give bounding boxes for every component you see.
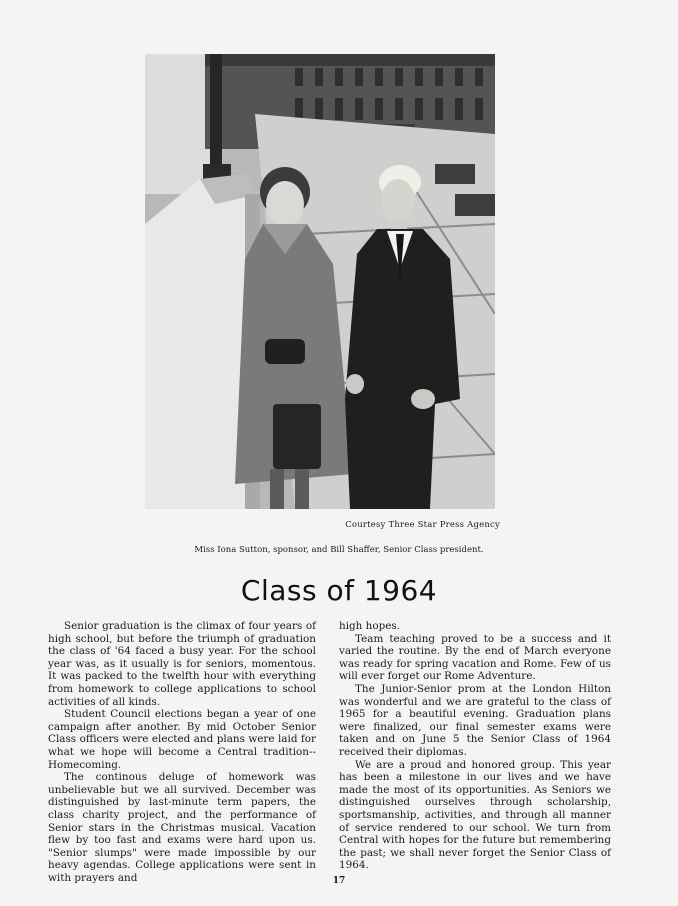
- paragraph: high hopes.: [339, 620, 401, 632]
- paragraph: Student Council elections began a year of one campaign after another. By mid October Senior Class officers were elected and plans were laid for what we hope will become a Central tradition-- Homecoming.: [48, 708, 316, 771]
- left-text-column: [48, 620, 316, 884]
- paragraph: The Junior-Senior prom at the London Hilton was wonderful and we are grateful to the class of 1965 for a beautiful evening. Graduation plans were finalized, our final semester exams were taken and on June 5 the Senior Class of 1964 received their diplomas.: [339, 682, 611, 758]
- page-title: Class of 1964: [240, 574, 438, 607]
- page-number: 17: [332, 876, 346, 886]
- paragraph: We are a proud and honored group. This year has been a milestone in our lives and we have made the most of its opportunities. As Seniors we distinguished ourselves through scholarship, sportsmanship, activities, and through all manner of service rendered to our school. We turn from Central with hopes for the future but remembering the past; we shall never forget the Senior Class of 1964.: [339, 758, 611, 872]
- photo-credit: Courtesy Three Star Press Agency: [345, 520, 500, 530]
- photo-illustration: [145, 54, 495, 509]
- paragraph: The continous deluge of homework was unbelievable but we all survived. December was distinguished by last-minute term papers, the class charity project, and the performance of Senior stars in the Christmas musical. Vacation flew by too fast and exams were hard upon us. "Senior slumps" were made impossible by our heavy agendas. College applications were sent in with prayers and: [48, 771, 316, 884]
- photo-caption: Miss Iona Sutton, sponsor, and Bill Shaffer, Senior Class president.: [194, 545, 484, 555]
- right-text-column: [339, 620, 611, 872]
- paragraph: Team teaching proved to be a success and it varied the routine. By the end of March everyone was ready for spring vacation and Rome. Few of us will ever forget our Rome Adventure.: [339, 632, 611, 683]
- paragraph: Senior graduation is the climax of four years of high school, but before the triumph of graduation the class of '64 faced a busy year. For the school year was, as it usually is for seniors, momentous. It was packed to the twelfth hour with everything from homework to college applications to school activities of all kinds.: [48, 620, 316, 708]
- class-photo: [145, 54, 495, 509]
